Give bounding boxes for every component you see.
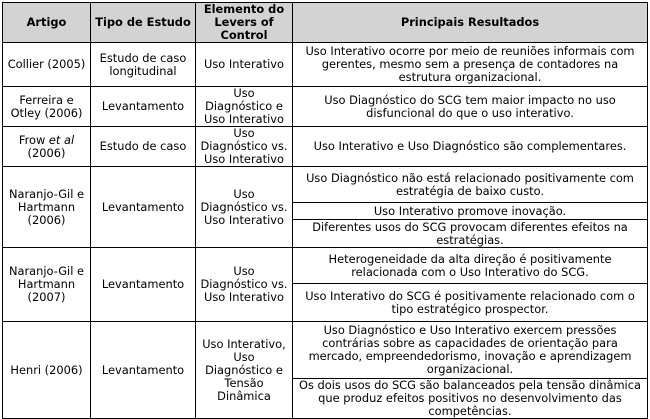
cell-tipo: Estudo de caso longitudinal — [91, 43, 196, 87]
cell-resultado: Uso Interativo e Uso Diagnóstico são complementares. — [293, 127, 648, 167]
cell-elemento: Uso Interativo — [196, 43, 293, 87]
cell-elemento: Uso Interativo, Uso Diagnóstico e Tensão Dinâmica — [196, 322, 293, 419]
header-tipo-de-estudo: Tipo de Estudo — [91, 3, 196, 43]
cell-elemento: Uso Diagnóstico vs. Uso Interativo — [196, 167, 293, 248]
results-table — [2, 2, 648, 419]
cell-artigo: Naranjo-Gil e Hartmann (2007) — [3, 248, 91, 322]
cell-tipo: Levantamento — [91, 167, 196, 248]
header-artigo: Artigo — [3, 3, 91, 43]
table-row — [3, 127, 648, 167]
cell-tipo: Levantamento — [91, 87, 196, 127]
table-row — [3, 43, 648, 87]
cell-tipo: Levantamento — [91, 248, 196, 322]
artigo-et-al: et al — [48, 132, 75, 147]
cell-elemento: Uso Diagnóstico e Uso Interativo — [196, 87, 293, 127]
cell-artigo: Naranjo-Gil e Hartmann (2006) — [3, 167, 91, 248]
cell-resultado: Uso Diagnóstico não está relacionado positivamente com estratégia de baixo custo. — [293, 167, 648, 203]
table-row — [3, 322, 648, 379]
cell-tipo: Estudo de caso — [91, 127, 196, 167]
cell-artigo: Henri (2006) — [3, 322, 91, 419]
header-elemento: Elemento do Levers of Control — [196, 3, 293, 43]
table-row — [3, 248, 648, 284]
cell-artigo: Collier (2005) — [3, 43, 91, 87]
cell-elemento: Uso Diagnóstico vs. Uso Interativo — [196, 127, 293, 167]
cell-artigo — [3, 127, 91, 167]
artigo-author: Frow — [18, 132, 49, 147]
cell-resultado: Uso Interativo ocorre por meio de reuniões informais com gerentes, mesmo sem a presença de contadores na estrutura organizacional. — [293, 43, 648, 87]
cell-resultado: Uso Diagnóstico do SCG tem maior impacto no uso disfuncional do que o uso interativo. — [293, 87, 648, 127]
cell-resultado: Uso Interativo promove inovação. — [293, 203, 648, 220]
cell-resultado: Os dois usos do SCG são balanceados pela tensão dinâmica que produz efeitos positivos no desenvolvimento das competências. — [293, 379, 648, 419]
table-row — [3, 167, 648, 203]
header-row — [3, 3, 648, 43]
cell-elemento: Uso Diagnóstico vs. Uso Interativo — [196, 248, 293, 322]
cell-artigo: Ferreira e Otley (2006) — [3, 87, 91, 127]
cell-tipo: Levantamento — [91, 322, 196, 419]
artigo-year: (2006) — [27, 145, 66, 160]
cell-resultado: Uso Interativo do SCG é positivamente relacionado com o tipo estratégico prospector. — [293, 284, 648, 322]
header-principais-resultados: Principais Resultados — [293, 3, 648, 43]
cell-resultado: Diferentes usos do SCG provocam diferentes efeitos na estratégias. — [293, 220, 648, 248]
cell-resultado: Uso Diagnóstico e Uso Interativo exercem pressões contrárias sobre as capacidades de orientação para mercado, empreendedorismo, inovação e aprendizagem organizacional. — [293, 322, 648, 379]
table-row — [3, 87, 648, 127]
cell-resultado: Heterogeneidade da alta direção é positivamente relacionada com o Uso Interativo do SCG. — [293, 248, 648, 284]
